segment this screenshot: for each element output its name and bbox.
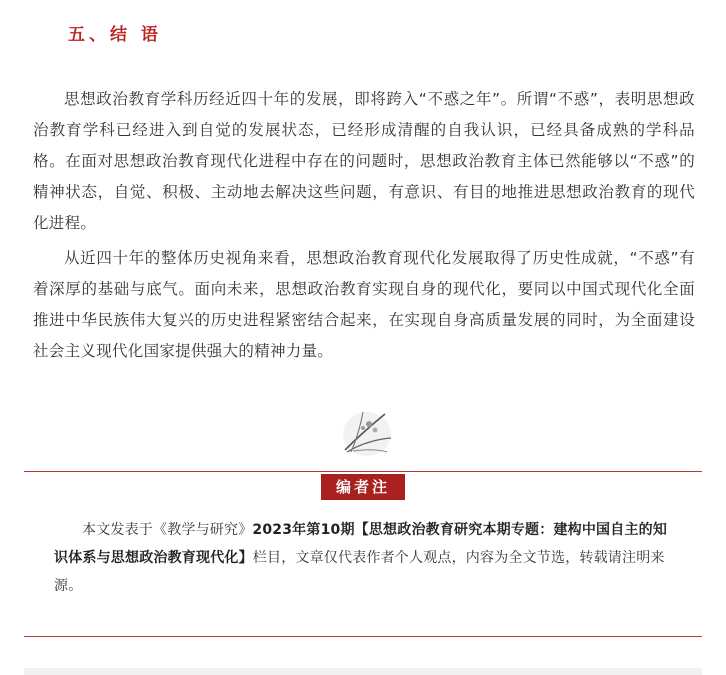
paragraph-2: 从近四十年的整体历史视角来看，思想政治教育现代化发展取得了历史性成就，“不惑”有着深厚的基础与底气。面向未来，思想政治教育实现自身的现代化，要同以中国式现代化全面推进中华民族伟大复兴的历史进程紧密结合起来，在实现自身高质量发展的同时，为全面建设社会主义现代化国家提供强大的精神力量。 [33,249,695,360]
orchid-ink-icon [333,404,397,460]
section-heading: 五、结 语 [68,25,162,45]
editor-note-badge: 编者注 [321,474,405,500]
divider-top [24,471,702,472]
divider-bottom [24,636,702,637]
editor-note-suffix: 栏目，文章仅代表作者个人观点，内容为全文节选，转载请注明来源。 [54,550,665,594]
editor-note-prefix: 本文发表于《教学与研究》 [82,522,253,538]
bottom-strip [24,668,702,675]
paragraph-1: 思想政治教育学科历经近四十年的发展，即将跨入“不惑之年”。所谓“不惑”，表明思想政治教育学科已经进入到自觉的发展状态，已经形成清醒的自我认识，已经具备成熟的学科品格。在面对思想政治教育现代化进程中存在的问题时，思想政治教育主体已然能够以“不惑”的精神状态，自觉、积极、主动地去解决这些问题，有意识、有目的地推进思想政治教育的现代化进程。 [33,90,695,232]
editor-note-issue: 2023年第10期【思想政治教育研究本期专题：建构中国自主的知识体系与思想政治教育现代化】 [54,522,668,566]
editor-note-text [54,516,678,600]
